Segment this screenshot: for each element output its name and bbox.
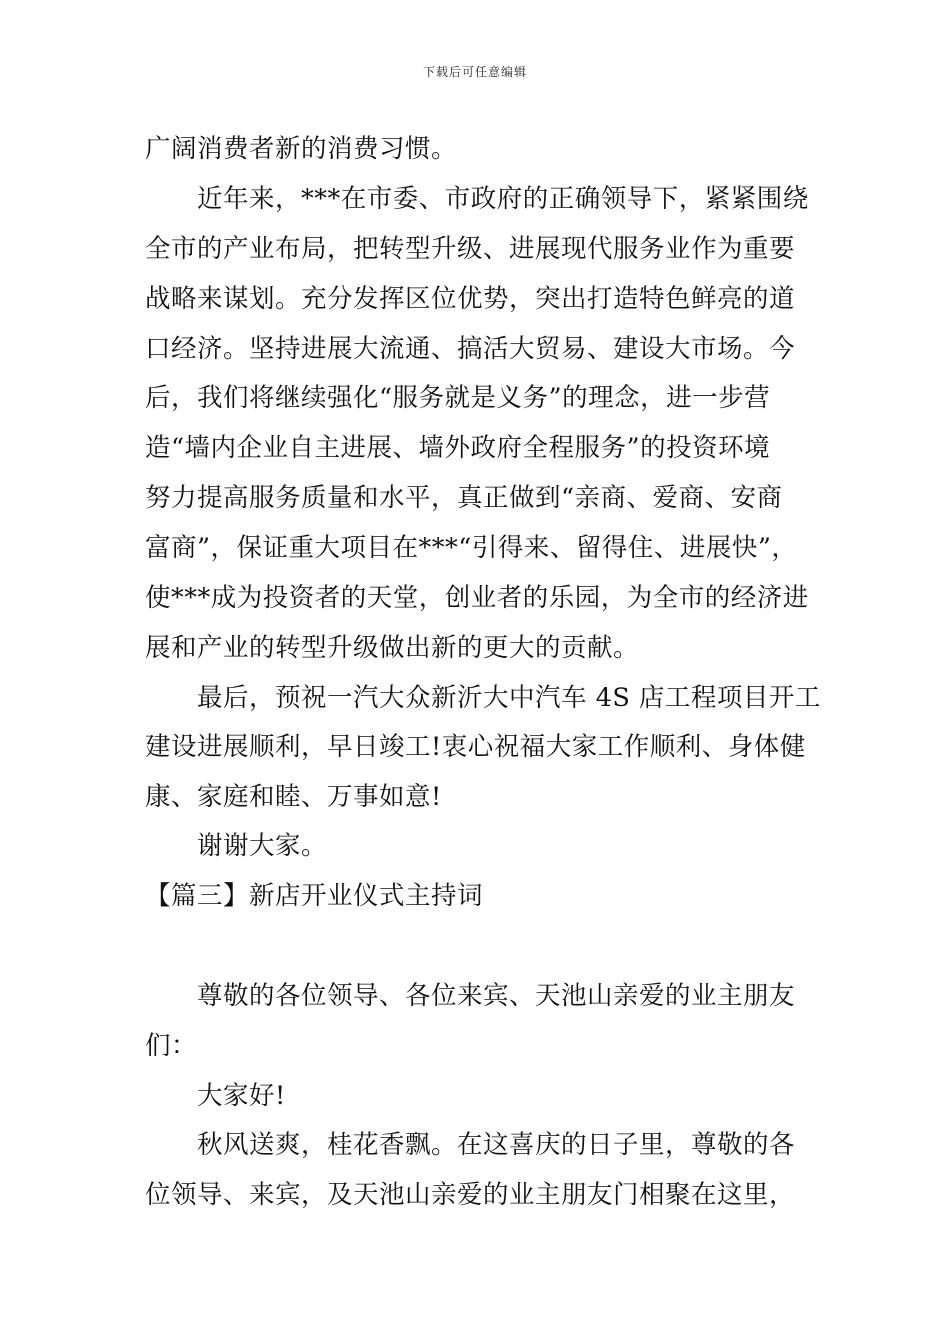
text-line: 谢谢大家。 [197, 831, 328, 861]
text-line: 大家好! [197, 1081, 286, 1111]
text-line: 近年来，***在市委、市政府的正确领导下，紧紧围绕 [197, 184, 809, 214]
text-line: 口经济。坚持进展大流通、搞活大贸易、建设大市场。今 [145, 334, 796, 364]
text-line: 富商”，保证重大项目在***“引得来、留得住、进展快”， [145, 533, 798, 563]
section-heading: 【篇三】新店开业仪式主持词 [145, 881, 484, 911]
text-line: 展和产业的转型升级做出新的更大的贡献。 [145, 633, 640, 663]
text-line: 战略来谋划。充分发挥区位优势，突出打造特色鲜亮的道 [145, 284, 796, 314]
text-line: 努力提高服务质量和水平，真正做到“亲商、爱商、安商 [145, 483, 783, 513]
text-line: 尊敬的各位领导、各位来宾、天池山亲爱的业主朋友 [197, 981, 796, 1011]
text-line: 广阔消费者新的消费习惯。 [145, 134, 458, 164]
text-line: 位领导、来宾，及天池山亲爱的业主朋友门相聚在这里， [145, 1180, 796, 1210]
text-line: 后，我们将继续强化“服务就是义务”的理念，进一步营 [145, 383, 771, 413]
text-line: 康、家庭和睦、万事如意! [145, 782, 442, 812]
text-line: 最后，预祝一汽大众新沂大中汽车 4S 店工程项目开工 [197, 683, 821, 713]
page-header: 下载后可任意编辑 [422, 65, 527, 79]
text-line: 全市的产业布局，把转型升级、进展现代服务业作为重要 [145, 234, 796, 264]
text-line: 建设进展顺利，早日竣工!衷心祝福大家工作顺利、身体健 [145, 732, 806, 762]
text-line: 使***成为投资者的天堂，创业者的乐园，为全市的经济进 [145, 583, 809, 613]
text-line: 造“墙内企业自主进展、墙外政府全程服务”的投资环境 [145, 433, 771, 463]
text-line: 秋风送爽，桂花香飘。在这喜庆的日子里，尊敬的各 [197, 1130, 796, 1160]
text-line: 们： [145, 1031, 198, 1061]
